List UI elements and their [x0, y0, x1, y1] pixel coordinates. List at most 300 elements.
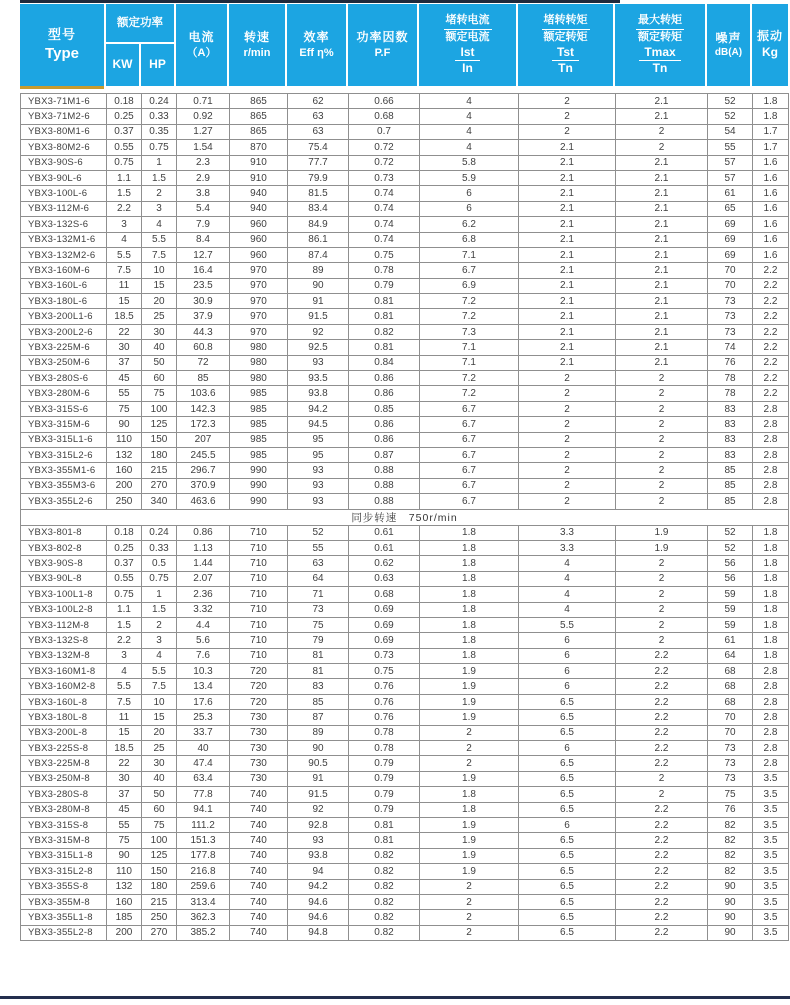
- value-cell: 50: [142, 787, 177, 802]
- value-cell: 1.6: [753, 217, 789, 232]
- value-cell: 1.8: [420, 571, 519, 586]
- value-cell: 78: [708, 371, 753, 386]
- value-cell: 0.62: [349, 556, 420, 571]
- value-cell: 1.27: [177, 124, 230, 139]
- value-cell: 2.1: [616, 340, 708, 355]
- value-cell: 3.5: [753, 817, 789, 832]
- value-cell: 2.2: [753, 340, 789, 355]
- value-cell: 2.2: [753, 371, 789, 386]
- value-cell: 740: [230, 787, 288, 802]
- value-cell: 2.1: [616, 94, 708, 109]
- value-cell: 69: [708, 232, 753, 247]
- value-cell: 92: [288, 324, 349, 339]
- value-cell: 3.5: [753, 925, 789, 940]
- value-cell: 17.6: [177, 694, 230, 709]
- value-cell: 2: [616, 401, 708, 416]
- value-cell: 52: [708, 525, 753, 540]
- value-cell: 0.79: [349, 787, 420, 802]
- value-cell: 1.9: [616, 540, 708, 555]
- value-cell: 250: [107, 494, 142, 509]
- model-cell: YBX3-315M-6: [21, 417, 107, 432]
- value-cell: 57: [708, 170, 753, 185]
- value-cell: 0.86: [349, 432, 420, 447]
- value-cell: 185: [107, 910, 142, 925]
- value-cell: 5.4: [177, 201, 230, 216]
- value-cell: 90: [288, 278, 349, 293]
- value-cell: 370.9: [177, 478, 230, 493]
- header-tst-den-en: Tn: [558, 60, 573, 75]
- value-cell: 0.69: [349, 602, 420, 617]
- model-cell: YBX3-225M-8: [21, 756, 107, 771]
- value-cell: 990: [230, 494, 288, 509]
- value-cell: 2.1: [616, 355, 708, 370]
- value-cell: 180: [142, 879, 177, 894]
- value-cell: 0.35: [142, 124, 177, 139]
- value-cell: 990: [230, 463, 288, 478]
- value-cell: 10: [142, 694, 177, 709]
- header-ist-num-zh: 堵转电流: [444, 14, 492, 30]
- header-noise: [707, 4, 750, 86]
- value-cell: 207: [177, 432, 230, 447]
- value-cell: 73: [288, 602, 349, 617]
- value-cell: 0.88: [349, 494, 420, 509]
- spec-row: [21, 771, 789, 786]
- value-cell: 0.81: [349, 833, 420, 848]
- header-tmax-den-en: Tn: [652, 60, 668, 75]
- spec-row: [21, 94, 789, 109]
- value-cell: 64: [288, 571, 349, 586]
- value-cell: 5.5: [107, 247, 142, 262]
- value-cell: 3.5: [753, 879, 789, 894]
- value-cell: 0.74: [349, 217, 420, 232]
- header-ist-den-en: In: [462, 60, 473, 75]
- model-cell: YBX3-355M1-6: [21, 463, 107, 478]
- value-cell: 2.8: [753, 417, 789, 432]
- model-cell: YBX3-160M2-8: [21, 679, 107, 694]
- value-cell: 970: [230, 294, 288, 309]
- value-cell: 91: [288, 771, 349, 786]
- header-speed-unit: r/min: [243, 46, 271, 59]
- value-cell: 2: [616, 124, 708, 139]
- value-cell: 37.9: [177, 309, 230, 324]
- value-cell: 90.5: [288, 756, 349, 771]
- value-cell: 55: [708, 140, 753, 155]
- model-cell: YBX3-200L-8: [21, 725, 107, 740]
- header-type-zh: 型号: [47, 26, 76, 42]
- value-cell: 70: [708, 710, 753, 725]
- value-cell: 5.9: [420, 170, 519, 185]
- value-cell: 93.8: [288, 848, 349, 863]
- value-cell: 0.76: [349, 694, 420, 709]
- value-cell: 740: [230, 817, 288, 832]
- value-cell: 4: [107, 232, 142, 247]
- value-cell: 970: [230, 263, 288, 278]
- spec-row: [21, 664, 789, 679]
- value-cell: 0.85: [349, 401, 420, 416]
- value-cell: 1.8: [753, 633, 789, 648]
- value-cell: 215: [142, 894, 177, 909]
- value-cell: 215: [142, 463, 177, 478]
- spec-row: [21, 340, 789, 355]
- model-cell: YBX3-100L2-8: [21, 602, 107, 617]
- model-cell: YBX3-225M-6: [21, 340, 107, 355]
- value-cell: 2.8: [753, 741, 789, 756]
- value-cell: 985: [230, 432, 288, 447]
- value-cell: 0.81: [349, 294, 420, 309]
- value-cell: 0.75: [107, 587, 142, 602]
- model-cell: YBX3-315L1-8: [21, 848, 107, 863]
- value-cell: 30: [142, 324, 177, 339]
- value-cell: 86.1: [288, 232, 349, 247]
- value-cell: 2.1: [519, 324, 616, 339]
- value-cell: 0.82: [349, 848, 420, 863]
- value-cell: 2: [519, 124, 616, 139]
- header-power-factor-en: P.F: [374, 46, 391, 59]
- value-cell: 18.5: [107, 741, 142, 756]
- value-cell: 1.9: [420, 771, 519, 786]
- value-cell: 970: [230, 278, 288, 293]
- value-cell: 0.72: [349, 140, 420, 155]
- value-cell: 151.3: [177, 833, 230, 848]
- value-cell: 2.2: [753, 263, 789, 278]
- value-cell: 940: [230, 186, 288, 201]
- value-cell: 22: [107, 756, 142, 771]
- spec-table-body: [21, 94, 789, 941]
- value-cell: 132: [107, 879, 142, 894]
- value-cell: 30.9: [177, 294, 230, 309]
- value-cell: 2.2: [753, 294, 789, 309]
- value-cell: 1.6: [753, 170, 789, 185]
- value-cell: 1.9: [420, 679, 519, 694]
- value-cell: 970: [230, 309, 288, 324]
- value-cell: 2.1: [616, 186, 708, 201]
- spec-row: [21, 864, 789, 879]
- value-cell: 93: [288, 478, 349, 493]
- value-cell: 710: [230, 617, 288, 632]
- value-cell: 7.2: [420, 386, 519, 401]
- model-cell: YBX3-315S-8: [21, 817, 107, 832]
- value-cell: 100: [142, 401, 177, 416]
- value-cell: 6: [420, 186, 519, 201]
- spec-row: [21, 802, 789, 817]
- value-cell: 1.54: [177, 140, 230, 155]
- value-cell: 83: [708, 447, 753, 462]
- value-cell: 160: [107, 894, 142, 909]
- value-cell: 3.5: [753, 802, 789, 817]
- top-border-line: [20, 0, 620, 3]
- value-cell: 63: [288, 109, 349, 124]
- spec-row: [21, 417, 789, 432]
- value-cell: 960: [230, 247, 288, 262]
- value-cell: 2.8: [753, 664, 789, 679]
- value-cell: 20: [142, 294, 177, 309]
- header-tmax-num-en: Tmax: [639, 45, 680, 61]
- value-cell: 1.5: [142, 602, 177, 617]
- spec-row: [21, 694, 789, 709]
- value-cell: 6.9: [420, 278, 519, 293]
- value-cell: 1.8: [753, 648, 789, 663]
- value-cell: 5.8: [420, 155, 519, 170]
- value-cell: 15: [142, 278, 177, 293]
- model-cell: YBX3-355M-8: [21, 894, 107, 909]
- value-cell: 3.8: [177, 186, 230, 201]
- value-cell: 2: [616, 417, 708, 432]
- model-cell: YBX3-315S-6: [21, 401, 107, 416]
- value-cell: 0.33: [142, 109, 177, 124]
- value-cell: 22: [107, 324, 142, 339]
- model-cell: YBX3-132M-8: [21, 648, 107, 663]
- value-cell: 740: [230, 802, 288, 817]
- value-cell: 6: [519, 633, 616, 648]
- model-cell: YBX3-355L2-6: [21, 494, 107, 509]
- model-cell: YBX3-250M-8: [21, 771, 107, 786]
- value-cell: 2.1: [519, 201, 616, 216]
- value-cell: 85: [708, 478, 753, 493]
- value-cell: 15: [107, 725, 142, 740]
- value-cell: 54: [708, 124, 753, 139]
- value-cell: 0.82: [349, 910, 420, 925]
- value-cell: 6.5: [519, 864, 616, 879]
- value-cell: 75: [107, 401, 142, 416]
- value-cell: 2.1: [519, 355, 616, 370]
- value-cell: 2.1: [519, 232, 616, 247]
- value-cell: 84.9: [288, 217, 349, 232]
- value-cell: 15: [107, 294, 142, 309]
- value-cell: 90: [107, 848, 142, 863]
- value-cell: 463.6: [177, 494, 230, 509]
- value-cell: 8.4: [177, 232, 230, 247]
- value-cell: 60.8: [177, 340, 230, 355]
- value-cell: 69: [708, 217, 753, 232]
- spec-row: [21, 201, 789, 216]
- value-cell: 6: [519, 664, 616, 679]
- value-cell: 0.74: [349, 201, 420, 216]
- value-cell: 12.7: [177, 247, 230, 262]
- value-cell: 259.6: [177, 879, 230, 894]
- value-cell: 93.5: [288, 371, 349, 386]
- value-cell: 2: [519, 417, 616, 432]
- value-cell: 0.68: [349, 587, 420, 602]
- value-cell: 2.8: [753, 756, 789, 771]
- value-cell: 0.37: [107, 124, 142, 139]
- value-cell: 7.3: [420, 324, 519, 339]
- value-cell: 270: [142, 925, 177, 940]
- value-cell: 83: [288, 679, 349, 694]
- value-cell: 970: [230, 324, 288, 339]
- value-cell: 2.1: [616, 263, 708, 278]
- model-cell: YBX3-160M1-8: [21, 664, 107, 679]
- value-cell: 2.8: [753, 679, 789, 694]
- spec-row: [21, 710, 789, 725]
- value-cell: 960: [230, 232, 288, 247]
- value-cell: 985: [230, 417, 288, 432]
- value-cell: 4: [142, 648, 177, 663]
- value-cell: 2.2: [616, 817, 708, 832]
- value-cell: 2: [420, 910, 519, 925]
- spec-row: [21, 617, 789, 632]
- value-cell: 90: [708, 925, 753, 940]
- value-cell: 56: [708, 571, 753, 586]
- synchronous-speed-label: 同步转速 750r/min: [21, 509, 789, 525]
- bottom-border-line: [0, 996, 790, 999]
- value-cell: 2.2: [753, 386, 789, 401]
- spec-row: [21, 540, 789, 555]
- value-cell: 75: [142, 817, 177, 832]
- model-cell: YBX3-160L-6: [21, 278, 107, 293]
- model-cell: YBX3-132M2-6: [21, 247, 107, 262]
- value-cell: 6.5: [519, 802, 616, 817]
- value-cell: 70: [708, 278, 753, 293]
- spec-row: [21, 109, 789, 124]
- value-cell: 76: [708, 355, 753, 370]
- value-cell: 125: [142, 848, 177, 863]
- value-cell: 0.25: [107, 109, 142, 124]
- value-cell: 0.86: [177, 525, 230, 540]
- value-cell: 0.79: [349, 756, 420, 771]
- value-cell: 1.8: [420, 556, 519, 571]
- value-cell: 0.82: [349, 925, 420, 940]
- value-cell: 61: [708, 186, 753, 201]
- value-cell: 55: [107, 386, 142, 401]
- header-max-torque-ratio: [615, 4, 705, 86]
- model-cell: YBX3-315M-8: [21, 833, 107, 848]
- value-cell: 710: [230, 587, 288, 602]
- value-cell: 990: [230, 478, 288, 493]
- value-cell: 2.8: [753, 725, 789, 740]
- value-cell: 6.5: [519, 848, 616, 863]
- value-cell: 710: [230, 648, 288, 663]
- value-cell: 313.4: [177, 894, 230, 909]
- value-cell: 82: [708, 864, 753, 879]
- value-cell: 0.61: [349, 525, 420, 540]
- value-cell: 2.2: [753, 355, 789, 370]
- value-cell: 2: [519, 494, 616, 509]
- value-cell: 7.1: [420, 355, 519, 370]
- value-cell: 1.9: [420, 817, 519, 832]
- value-cell: 37: [107, 787, 142, 802]
- value-cell: 1.8: [753, 571, 789, 586]
- header-rated-power: [106, 4, 174, 86]
- value-cell: 1.8: [420, 525, 519, 540]
- model-cell: YBX3-180L-8: [21, 710, 107, 725]
- value-cell: 6: [519, 648, 616, 663]
- header-locked-rotor-torque-ratio: [518, 4, 613, 86]
- value-cell: 3.5: [753, 894, 789, 909]
- value-cell: 0.87: [349, 447, 420, 462]
- value-cell: 94.8: [288, 925, 349, 940]
- value-cell: 2.3: [177, 155, 230, 170]
- model-cell: YBX3-132S-6: [21, 217, 107, 232]
- value-cell: 2: [616, 787, 708, 802]
- value-cell: 79.9: [288, 170, 349, 185]
- header-tst-num-zh: 堵转转矩: [542, 14, 590, 30]
- value-cell: 1.9: [420, 833, 519, 848]
- model-cell: YBX3-355L1-8: [21, 910, 107, 925]
- value-cell: 2.1: [616, 232, 708, 247]
- value-cell: 11: [107, 710, 142, 725]
- spec-row: [21, 494, 789, 509]
- value-cell: 94.5: [288, 417, 349, 432]
- header-noise-unit: dB(A): [714, 47, 743, 59]
- value-cell: 2: [616, 494, 708, 509]
- value-cell: 3.5: [753, 833, 789, 848]
- value-cell: 55: [107, 817, 142, 832]
- header-hp: HP: [149, 57, 166, 72]
- value-cell: 6.7: [420, 494, 519, 509]
- value-cell: 73: [708, 324, 753, 339]
- value-cell: 2.1: [519, 217, 616, 232]
- spec-row: [21, 263, 789, 278]
- value-cell: 985: [230, 386, 288, 401]
- value-cell: 2: [420, 894, 519, 909]
- value-cell: 980: [230, 371, 288, 386]
- value-cell: 55: [288, 540, 349, 555]
- value-cell: 1.8: [753, 587, 789, 602]
- value-cell: 2.1: [519, 170, 616, 185]
- model-cell: YBX3-280S-6: [21, 371, 107, 386]
- value-cell: 70: [708, 725, 753, 740]
- value-cell: 0.79: [349, 771, 420, 786]
- value-cell: 0.86: [349, 386, 420, 401]
- header-tmax-num-zh: 最大转矩: [636, 14, 684, 30]
- value-cell: 93: [288, 355, 349, 370]
- value-cell: 6.7: [420, 432, 519, 447]
- value-cell: 85: [708, 463, 753, 478]
- value-cell: 4: [519, 587, 616, 602]
- value-cell: 710: [230, 633, 288, 648]
- value-cell: 0.24: [142, 525, 177, 540]
- value-cell: 910: [230, 155, 288, 170]
- value-cell: 4: [420, 94, 519, 109]
- spec-row: [21, 741, 789, 756]
- value-cell: 45: [107, 802, 142, 817]
- value-cell: 90: [288, 741, 349, 756]
- value-cell: 0.88: [349, 478, 420, 493]
- value-cell: 0.68: [349, 109, 420, 124]
- value-cell: 3.5: [753, 787, 789, 802]
- value-cell: 1.5: [107, 186, 142, 201]
- value-cell: 72: [177, 355, 230, 370]
- value-cell: 1.8: [420, 602, 519, 617]
- value-cell: 92: [288, 802, 349, 817]
- value-cell: 172.3: [177, 417, 230, 432]
- header-tst-den-zh: 额定转矩: [543, 31, 588, 43]
- value-cell: 2: [519, 386, 616, 401]
- value-cell: 7.9: [177, 217, 230, 232]
- value-cell: 1.8: [753, 94, 789, 109]
- spec-row: [21, 278, 789, 293]
- model-cell: YBX3-71M1-6: [21, 94, 107, 109]
- value-cell: 63: [288, 124, 349, 139]
- value-cell: 0.33: [142, 540, 177, 555]
- value-cell: 177.8: [177, 848, 230, 863]
- value-cell: 2.1: [616, 278, 708, 293]
- value-cell: 180: [142, 447, 177, 462]
- value-cell: 2: [519, 109, 616, 124]
- value-cell: 0.24: [142, 94, 177, 109]
- value-cell: 64: [708, 648, 753, 663]
- value-cell: 25: [142, 309, 177, 324]
- value-cell: 6.5: [519, 771, 616, 786]
- value-cell: 2.9: [177, 170, 230, 185]
- spec-row: [21, 833, 789, 848]
- value-cell: 2.1: [519, 294, 616, 309]
- value-cell: 0.86: [349, 417, 420, 432]
- header-efficiency-zh: 效率: [303, 30, 330, 45]
- spec-row: [21, 756, 789, 771]
- value-cell: 2.8: [753, 710, 789, 725]
- value-cell: 2.2: [753, 278, 789, 293]
